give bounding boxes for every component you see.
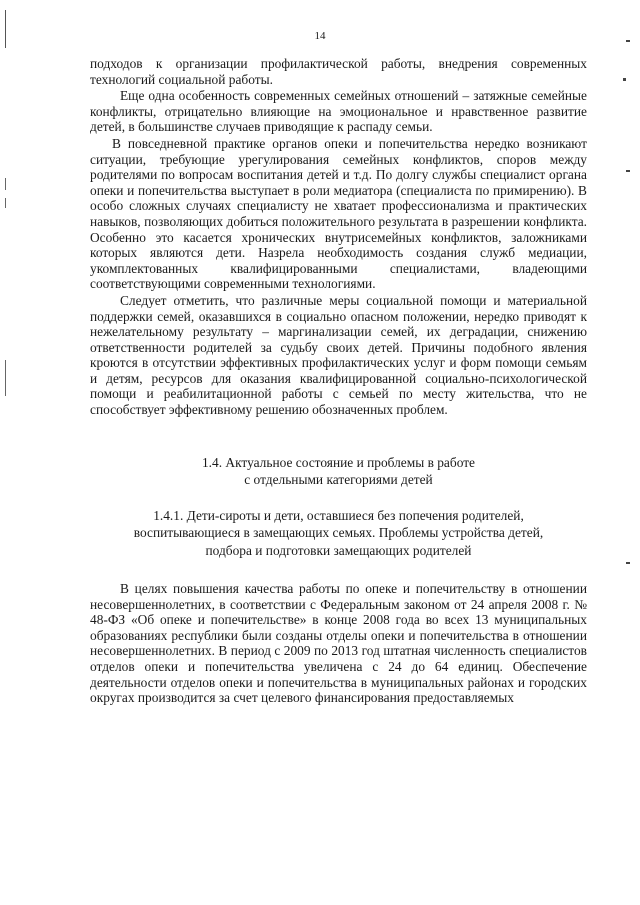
body-text: [90, 56, 587, 418]
page-content: [90, 56, 587, 706]
paragraph: В повседневной практике органов опеки и попечительства нередко возникают ситуации, требующие урегулирования семейных конфликтов, споров между родителями по вопросам воспитания детей и т.д. По долгу службы специалист органа опеки и попечительства выступает в роли медиатора (специалиста по примирению). В особо сложных случаях специалисту не хватает профессионализма и практических навыков, позволяющих добиться положительного результата в разрешении конфликта. Особенно это касается хронических внутрисемейных конфликтов, заложниками которых являются дети. Назрела необходимость создания служб медиации, укомплектованных квалифицированными специалистами, владеющими соответствующими современными технологиями.: [90, 135, 587, 292]
paragraph: Следует отметить, что различные меры социальной помощи и материальной поддержки семей, оказавшихся в социально опасном положении, нередко приводят к нежелательному результату – маргинализации семей, их деградации, снижению ответственности родителей за судьбу своих детей. Причины подобного явления кроются в отсутствии эффективных профилактических услуг и форм помощи семьям и детям, ресурсов для оказания квалифицированной социально-психологической помощи и реабилитационной работы с семьей по месту жительства, что не способствует эффективному решению обозначенных проблем.: [90, 292, 587, 418]
body-text: [90, 581, 587, 706]
subsection-heading-line: подбора и подготовки замещающих родителей: [205, 543, 472, 559]
scan-margin-mark: [5, 10, 6, 48]
page-number: 14: [314, 30, 326, 42]
scan-speck: [626, 562, 630, 564]
paragraph: В целях повышения качества работы по опеке и попечительству в отношении несовершеннолетних, в соответствии с Федеральным законом от 24 апреля 2008 г. № 48-ФЗ «Об опеке и попечительстве» в конце 2008 года во всех 13 муниципальных образованиях республики были созданы отделы опеки и попечительства в отношении несовершеннолетних. В период с 2009 по 2013 год штатная численность специалистов отделов опеки и попечительства увеличена с 24 до 64 единиц. Обеспечение деятельности отделов опеки и попечительства в муниципальных районах и городских округах производится за счет целевого финансирования предоставляемых: [90, 581, 587, 706]
section-heading: [90, 454, 587, 489]
subsection-heading-line: воспитывающиеся в замещающих семьях. Проблемы устройства детей,: [133, 525, 544, 541]
scan-margin-mark: [5, 178, 6, 190]
subsection-heading: [90, 507, 587, 560]
section-heading-line: с отдельными категориями детей: [244, 472, 433, 488]
paragraph: подходов к организации профилактической работы, внедрения современных технологий социальной работы.: [90, 56, 587, 87]
paragraph: Еще одна особенность современных семейных отношений – затяжные семейные конфликты, отрицательно влияющие на эмоциональное и нравственное развитие детей, в большинстве случаев приводящие к распаду семьи.: [90, 88, 587, 135]
scan-speck: [626, 170, 630, 172]
scan-speck: [623, 78, 626, 81]
scan-margin-mark: [5, 198, 6, 208]
section-heading-line: 1.4. Актуальное состояние и проблемы в работе: [201, 454, 476, 470]
scan-margin-mark: [5, 360, 6, 396]
subsection-heading-line: 1.4.1. Дети-сироты и дети, оставшиеся без попечения родителей,: [153, 507, 524, 523]
